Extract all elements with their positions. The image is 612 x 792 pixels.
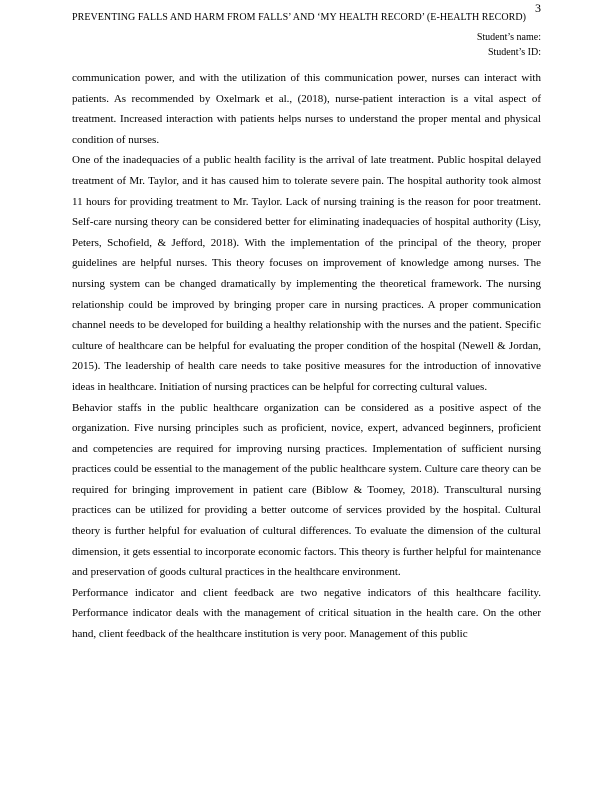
student-name-label: Student’s name: xyxy=(476,32,541,43)
paragraph-3: Behavior staffs in the public healthcare organization can be considered as a positive aspect of the organization. Five nursing principles such as proficient, novice, expert, advanced beginners, proficient and competencies are required for improving nursing practices. Implementation of sufficient nursing practices could be essential to the management of the public healthcare system. Culture care theory can be required for bringing improvement in patient care (Biblow & Toomey, 2018). Transcultural nursing practices can be utilized for providing a better outcome of services provided by the hospital. Cultural theory is further helpful for evaluation of cultural differences. To evaluate the dimension of the cultural dimension, it gets essential to incorporate economic factors. This theory is further helpful for maintenance and preservation of goods cultural practices in the healthcare environment. xyxy=(72,401,541,579)
document-body xyxy=(72,68,541,645)
paragraph-4: Performance indicator and client feedback are two negative indicators of this healthcare facility. Performance indicator deals with the management of critical situation in the health care. On the other hand, client feedback of the healthcare institution is very poor. Management of this public xyxy=(72,586,541,641)
paragraph-1: communication power, and with the utilization of this communication power, nurses can interact with patients. As recommended by Oxelmark et al., (2018), nurse-patient interaction is a vital aspect of treatment. Increased interaction with patients helps nurses to understand the proper mental and physical condition of nurses. xyxy=(72,72,541,146)
running-head: PREVENTING FALLS AND HARM FROM FALLS’ AND ‘MY HEALTH RECORD’ (E-HEALTH RECORD) xyxy=(72,12,527,23)
paragraph-2: One of the inadequacies of a public health facility is the arrival of late treatment. Public hospital delayed treatment of Mr. Taylor, and it has caused him to tolerate severe pain. The hospital authority took almost 11 hours for providing treatment to Mr. Taylor. Lack of nursing training is the reason for poor treatment. Self-care nursing theory can be considered better for eliminating inadequacies of hospital authority (Lisy, Peters, Schofield, & Jefford, 2018). With the implementation of the principal of the theory, proper guidelines are helpful nurses. This theory focuses on improvement of knowledge among nurses. The nursing system can be changed dramatically by implementing the theoretical framework. The nursing relationship could be improved by bringing proper care in nursing practices. A proper communication channel needs to be developed for building a healthy relationship with the nurses and the patient. Specific culture of healthcare can be helpful for evaluating the proper condition of the hospital (Newell & Jordan, 2015). The leadership of health care needs to take positive measures for the introduction of innovative ideas in healthcare. Initiation of nursing practices can be helpful for correcting cultural values. xyxy=(72,154,541,393)
student-id-label: Student’s ID: xyxy=(487,47,541,58)
page-number: 3 xyxy=(535,1,541,15)
